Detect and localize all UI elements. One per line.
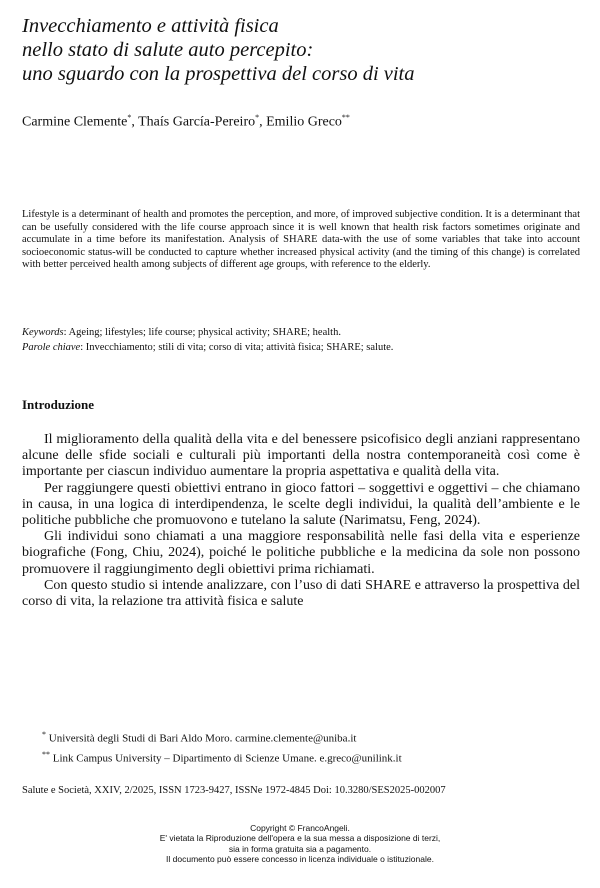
paragraph: Gli individui sono chiamati a una maggiore responsabilità nelle fasi della vita e esperienze biografiche (Fong, Chiu, 2024), poiché le politiche pubbliche e la medicina da sole non possono promuovere il raggiungimento degli obiettivi prima richiamati.: [22, 529, 580, 577]
section-heading: Introduzione: [22, 397, 94, 412]
paper-title: [22, 14, 582, 86]
footnotes: [42, 727, 402, 766]
copyright-notice: [0, 823, 600, 864]
title-line-3: uno sguardo con la prospettiva del corso di vita: [22, 63, 415, 85]
keywords-text: : Ageing; lifestyles; life course; physical activity; SHARE; health.: [63, 327, 341, 338]
journal-citation: Salute e Società, XXIV, 2/2025, ISSN 1723-9427, ISSNe 1972-4845 Doi: 10.3280/SES2025-002007: [22, 785, 446, 796]
copyright-line: Copyright © FrancoAngeli.: [250, 823, 350, 833]
author-separator: ,: [259, 114, 267, 130]
footnote-text: Università degli Studi di Bari Aldo Moro. carmine.clemente@uniba.it: [46, 732, 357, 745]
author-affiliation-mark: *: [127, 113, 132, 122]
footnote-text: Link Campus University – Dipartimento di Scienze Umane. e.greco@unilink.it: [50, 752, 402, 765]
paragraph: Con questo studio si intende analizzare, con l’uso di dati SHARE e attraverso la prospettiva del corso di vita, la relazione tra attività fisica e salute: [22, 577, 580, 610]
author-affiliation-mark: **: [341, 113, 350, 122]
parole-chiave-label: Parole chiave: [22, 342, 81, 353]
author-name: Emilio Greco: [266, 114, 342, 130]
author-list: [22, 113, 350, 131]
paragraph: Per raggiungere questi obiettivi entrano in gioco fattori – soggettivi e oggettivi – che chiamano in causa, in una logica di interdipendenza, le scelte degli individui, la qualità dell’ambiente e le politiche pubbliche che promuovono e tutelano la salute (Narimatsu, Feng, 2024).: [22, 480, 580, 529]
abstract: Lifestyle is a determinant of health and promotes the perception, and more, of improved subjective condition. It is a determinant that can be usefully considered with the life course approach since it is well known that health risk factors sometimes originate and accumulate in a time before its manifestation. Analysis of SHARE data-with the use of some variables that take into account socioeconomic status-will be conducted to capture whether increased physical activity (and the timing of this change) is correlated with better perceived health among subjects of different age groups, with reference to the elderly.: [22, 209, 580, 270]
keywords-label: Keywords: [22, 327, 64, 338]
copyright-line: sia in forma gratuita sia a pagamento.: [228, 843, 372, 854]
keywords: [22, 326, 582, 339]
copyright-line: E' vietata la Riproduzione dell'opera e la sua messa a disposizione di terzi,: [159, 833, 441, 844]
author-name: Carmine Clemente: [22, 114, 128, 130]
footnote-mark: *: [42, 730, 46, 739]
parole-chiave-text: : Invecchiamento; stili di vita; corso di vita; attività fisica; SHARE; salute.: [80, 342, 394, 353]
body-text: [22, 432, 580, 610]
parole-chiave: [22, 341, 582, 354]
author-name: Thaís García-Pereiro: [138, 114, 256, 130]
title-line-1: Invecchiamento e attività fisica: [22, 15, 279, 37]
copyright-line: Il documento può essere concesso in licenza individuale o istituzionale.: [166, 853, 434, 864]
footnote: [42, 727, 402, 747]
author-separator: ,: [131, 114, 139, 130]
footnote-mark: **: [42, 749, 50, 759]
paragraph: Il miglioramento della qualità della vita e del benessere psicofisico degli anziani rappresentano alcune delle sfide sociali e culturali più importanti della nostra contemporaneità così come è importante per ciascun individuo aumentare la propria aspettativa e qualità della vita.: [22, 432, 580, 480]
footnote: [42, 747, 402, 767]
title-line-2: nello stato di salute auto percepito:: [22, 39, 314, 61]
author-affiliation-mark: *: [255, 113, 260, 122]
